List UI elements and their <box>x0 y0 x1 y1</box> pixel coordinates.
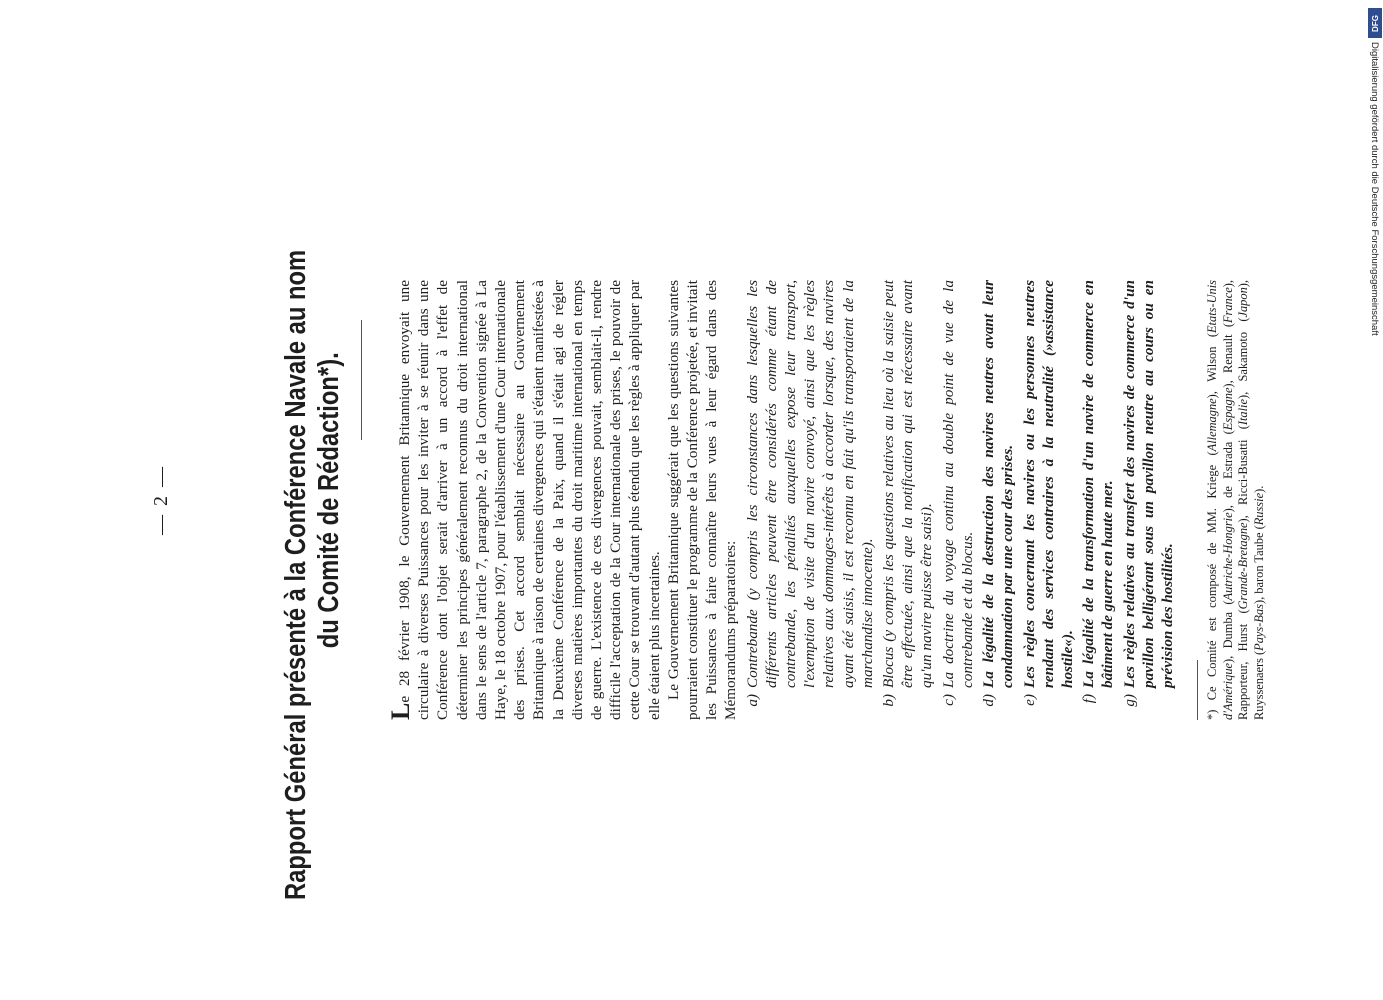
footnote-segment: France <box>1220 287 1235 324</box>
list-item-marker: c) <box>939 694 957 706</box>
page-number: — 2 — <box>150 465 172 535</box>
list-item-marker: e) <box>1020 694 1038 706</box>
funding-credit-text: Digitalisierung gefördert durch die Deutsche Forschungsgemeinschaft <box>1369 42 1380 336</box>
question-list <box>743 280 1177 720</box>
paragraph-1-text: e 28 février 1908, le Gouvernement Britannique envoyait une circulaire à diverses Puissances pour les inviter à se réunir dans une Conférence dont l'objet serait d'arriver à un accord à l'effet de déterminer les principes généralement reconnus du droit international dans le sens de l'article 7, paragraphe 2, de la Convention signée à La Haye, le 18 octobre 1907, pour l'établissement d'une Cour internationale des prises. Cet accord semblait nécessaire au Gouvernement Britannique à raison de certaines divergences qui s'étaient manifestées à la Deuxième Conférence de la Paix, quand il s'était agi de régler diverses matières importantes du droit maritime international en temps de guerre. L'existence de ces divergences pouvait, semblait-il, rendre difficile l'acceptation de la Cour internationale des prises, le pouvoir de cette Cour se trouvant d'autant plus étendu que les règles à appliquer par elle étaient plus incertaines. <box>396 280 663 720</box>
page-title <box>280 101 346 901</box>
footnote-divider <box>1197 660 1198 720</box>
list-item <box>743 280 877 720</box>
list-item-marker: f) <box>1080 694 1098 704</box>
footnote-segment: ), baron Taube ( <box>1251 525 1266 605</box>
list-item <box>939 280 977 720</box>
footnote-segment: Italie <box>1236 399 1251 426</box>
list-item-text: Les règles relatives au transfert des navires de commerce d'un pavillon belligérant sous un pavillon neutre au cours ou en prévision des hostilités. <box>1120 280 1176 688</box>
list-item <box>879 280 937 720</box>
paragraph-2: Le Gouvernement Britannique suggérait que les questions suivantes pourraient constituer le programme de la Conférence projetée, et invitait les Puissances à faire connaître leurs vues à leur égard dans des Mémorandums préparatoires: <box>664 280 740 720</box>
dropcap: L <box>386 702 415 720</box>
footnote-segment: ), de Estrada ( <box>1220 430 1235 513</box>
list-item-marker: b) <box>880 694 898 707</box>
funding-credit <box>1368 42 1382 402</box>
footnote-segment: ), Ruyssenaers ( <box>1236 280 1266 720</box>
dfg-logo-text: DFG <box>1370 14 1380 32</box>
footnote <box>1205 280 1267 720</box>
footnote-marker: *) <box>1205 709 1219 720</box>
list-item-text: La légalité de la transformation d'un navire de commerce en bâtiment de guerre en haute mer. <box>1080 280 1117 688</box>
dfg-sidebar <box>1368 8 1382 993</box>
footnote-segment: Autriche-Hongrie <box>1220 512 1235 601</box>
title-line-1: Rapport Général présenté à la Conférence Navale au nom <box>280 249 312 900</box>
footnote-segment: ), Renault ( <box>1220 323 1235 388</box>
footnote-segment: Russie <box>1251 492 1266 526</box>
dfg-logo <box>1368 8 1382 38</box>
list-item-text: La légalité de la destruction des navires neutres avant leur condamnation par une cour des prises. <box>980 280 1017 688</box>
title-line-2: du Comité de Rédaction*). <box>313 352 345 649</box>
list-item <box>1020 280 1078 720</box>
list-item-marker: d) <box>980 694 998 707</box>
list-item-marker: g) <box>1120 694 1138 707</box>
footnote-segment: Espagne <box>1220 387 1235 431</box>
footnote-segment: ). <box>1251 485 1266 493</box>
footnote-segment: Japon <box>1236 287 1251 318</box>
list-item-text: La doctrine du voyage continu au double point de vue de la contrebande et du blocus. <box>939 280 976 688</box>
list-item-marker: a) <box>743 694 761 707</box>
paragraph-1 <box>386 280 664 720</box>
list-item <box>1120 280 1178 720</box>
footnote-segment: ), Wilson ( <box>1205 333 1219 399</box>
footnote-segment: Etats-Unis d'Amérique <box>1205 280 1235 720</box>
list-item <box>1079 280 1117 720</box>
list-item-text: Blocus (y compris les questions relatives au lieu où la saisie peut être effectuée, ainsi que la notification qui est nécessaire avant qu'un navire puisse être saisi). <box>880 280 936 688</box>
list-item <box>979 280 1017 720</box>
footnote-segment: ), Sakamoto ( <box>1236 317 1251 399</box>
footnote-segment: ), Rapporteur, Hurst ( <box>1220 280 1251 720</box>
footnote-segment: ), Ricci-Busatti ( <box>1236 425 1251 523</box>
footnote-segment: Pays-Bas <box>1251 604 1266 651</box>
list-item-text: Les règles concernant les navires ou les personnes neutres rendant des services contraires à la neutralité (»assistance hostile«). <box>1020 280 1076 688</box>
footnote-segment: Grande-Bretagne <box>1236 522 1251 610</box>
report-body <box>386 280 1177 720</box>
title-divider <box>361 320 362 440</box>
footnote-segment: ), Dumba ( <box>1220 600 1235 663</box>
list-item-text: Contrebande (y compris les circonstances dans lesquelles les différents articles peuvent être considérés comme étant de contrebande, les pénalités auxquelles expose leur transport, l'exemption de visite d'un navire convoyé, ainsi que les règles relatives aux dommages-intérêts à accorder lorsque, des navires ayant été saisis, il est reconnu en fait qu'ils transportaient de la marchandise innocente). <box>743 280 876 688</box>
footnote-segment: Ce Comité est composé de MM. Kriege ( <box>1205 451 1219 701</box>
footnote-segment: Allemagne <box>1205 398 1219 452</box>
